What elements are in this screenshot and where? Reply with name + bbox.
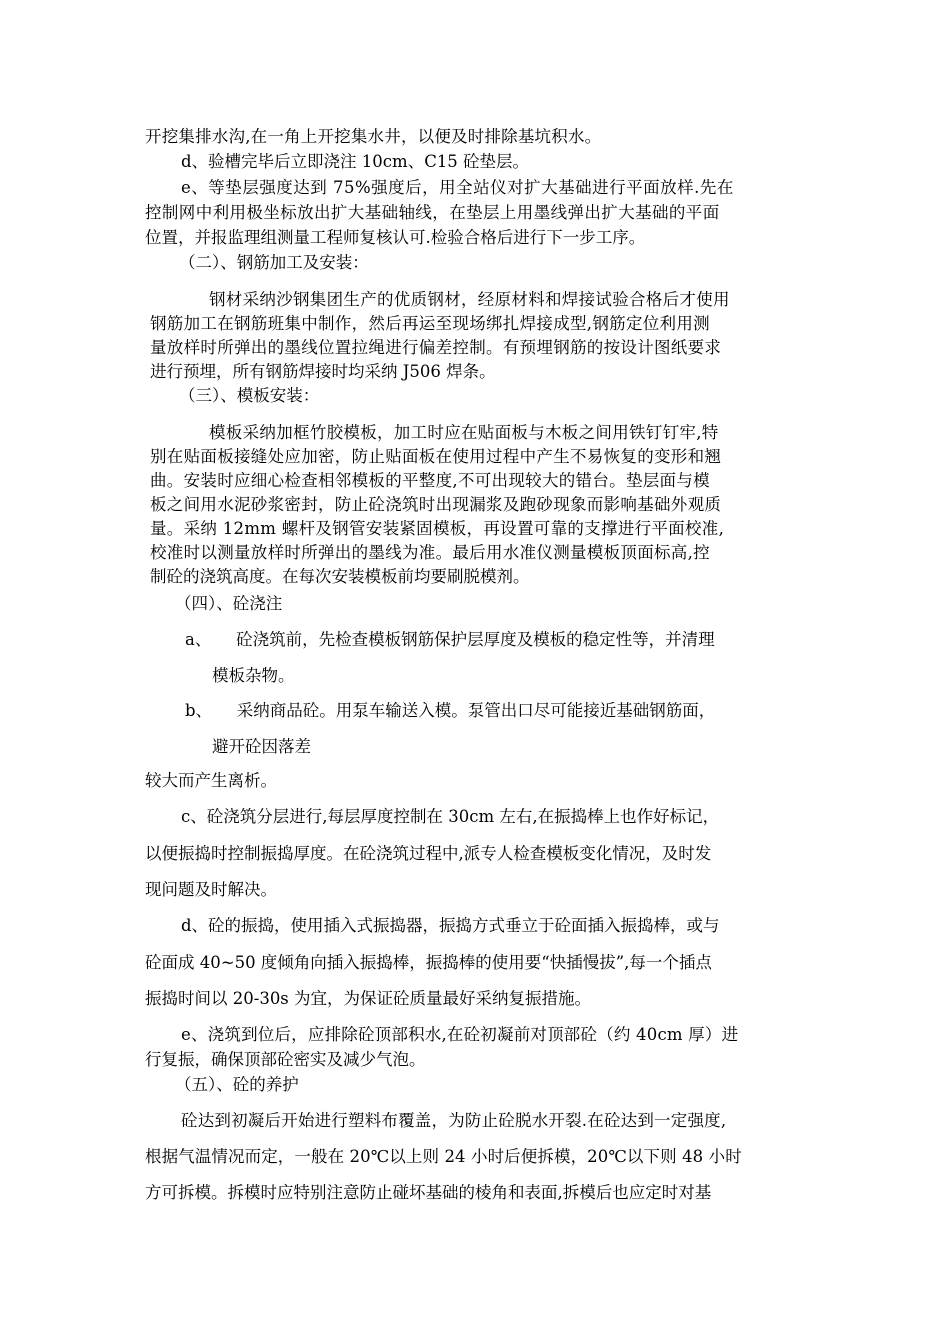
paragraph-line: 曲。安装时应细心检查相邻模板的平整度,不可出现较大的错台。垫层面与模 xyxy=(150,471,710,490)
paragraph-line: 模板采纳加框竹胶模板，加工时应在贴面板与木板之间用铁钉钉牢,特 xyxy=(209,423,719,442)
paragraph-line: 方可拆模。拆模时应特别注意防止碰坏基础的棱角和表面,拆模后也应定时对基 xyxy=(145,1183,712,1202)
paragraph-line: 砼面成 40~50 度倾角向插入振捣棒，振捣棒的使用要“快插慢拔”,每一个插点 xyxy=(145,953,712,972)
paragraph-line: d、验槽完毕后立即浇注 10cm、C15 砼垫层。 xyxy=(181,152,530,171)
paragraph-line: 位置，并报监理组测量工程师复核认可.检验合格后进行下一步工序。 xyxy=(145,228,646,247)
paragraph-line: 钢材采纳沙钢集团生产的优质钢材，经原材料和焊接试验合格后才使用 xyxy=(209,290,730,309)
section-heading: （五）、砼的养护 xyxy=(175,1075,299,1094)
paragraph-line: 行复振，确保顶部砼密实及减少气泡。 xyxy=(145,1050,426,1069)
list-item-continuation: 模板杂物。 xyxy=(212,666,295,685)
paragraph-line: c、砼浇筑分层进行,每层厚度控制在 30cm 左右,在振捣棒上也作好标记， xyxy=(181,807,720,826)
section-heading: （四）、砼浇注 xyxy=(175,594,283,613)
paragraph-line: 以便振捣时控制振捣厚度。在砼浇筑过程中,派专人检查模板变化情况，及时发 xyxy=(145,844,712,863)
paragraph-line: 振捣时间以 20-30s 为宜，为保证砼质量最好采纳复振措施。 xyxy=(145,989,592,1008)
paragraph-line: 控制网中利用极坐标放出扩大基础轴线，在垫层上用墨线弹出扩大基础的平面 xyxy=(145,203,720,222)
paragraph-line: 现问题及时解决。 xyxy=(145,880,277,899)
list-item-continuation: 避开砼因落差 xyxy=(212,737,311,756)
paragraph-line: 制砼的浇筑高度。在每次安装模板前均要刷脱模剂。 xyxy=(150,567,530,586)
paragraph-line: 根据气温情况而定，一般在 20℃以上则 24 小时后便拆模，20℃以下则 48 小时 xyxy=(145,1147,742,1166)
paragraph-line: 较大而产生离析。 xyxy=(145,771,277,790)
paragraph-line: 校准时以测量放样时所弹出的墨线为准。最后用水准仪测量模板顶面标高,控 xyxy=(150,543,710,562)
paragraph-line: 别在贴面板接缝处应加密，防止贴面板在使用过程中产生不易恢复的变形和翘 xyxy=(150,447,722,466)
paragraph-line: 开挖集排水沟,在一角上开挖集水井，以便及时排除基坑积水。 xyxy=(145,127,602,146)
paragraph-line: 进行预埋，所有钢筋焊接时均采纳 J506 焊条。 xyxy=(150,362,496,381)
paragraph-line: 板之间用水泥砂浆密封，防止砼浇筑时出现漏浆及跑砂现象而影响基础外观质 xyxy=(150,495,722,514)
list-item: b、 采纳商品砼。用泵车输送入模。泵管出口尽可能接近基础钢筋面， xyxy=(185,701,716,720)
paragraph-line: 量。采纳 12mm 螺杆及钢管安装紧固模板，再设置可靠的支撑进行平面校准, xyxy=(150,519,725,538)
paragraph-line: d、砼的振捣，使用插入式振捣器，振捣方式垂立于砼面插入振捣棒，或与 xyxy=(181,916,720,935)
paragraph-line: 砼达到初凝后开始进行塑料布覆盖，为防止砼脱水开裂.在砼达到一定强度, xyxy=(181,1111,727,1130)
section-heading: （二）、钢筋加工及安装： xyxy=(179,253,369,272)
paragraph-line: 钢筋加工在钢筋班集中制作，然后再运至现场绑扎焊接成型,钢筋定位利用测 xyxy=(150,314,710,333)
list-item: a、 砼浇筑前，先检查模板钢筋保护层厚度及模板的稳定性等，并清理 xyxy=(185,630,715,649)
section-heading: （三）、模板安装： xyxy=(179,386,320,405)
paragraph-line: e、浇筑到位后，应排除砼顶部积水,在砼初凝前对顶部砼（约 40cm 厚）进 xyxy=(181,1025,739,1044)
paragraph-line: e、等垫层强度达到 75%强度后，用全站仪对扩大基础进行平面放样.先在 xyxy=(181,178,734,197)
paragraph-line: 量放样时所弹出的墨线位置拉绳进行偏差控制。有预埋钢筋的按设计图纸要求 xyxy=(150,338,722,357)
